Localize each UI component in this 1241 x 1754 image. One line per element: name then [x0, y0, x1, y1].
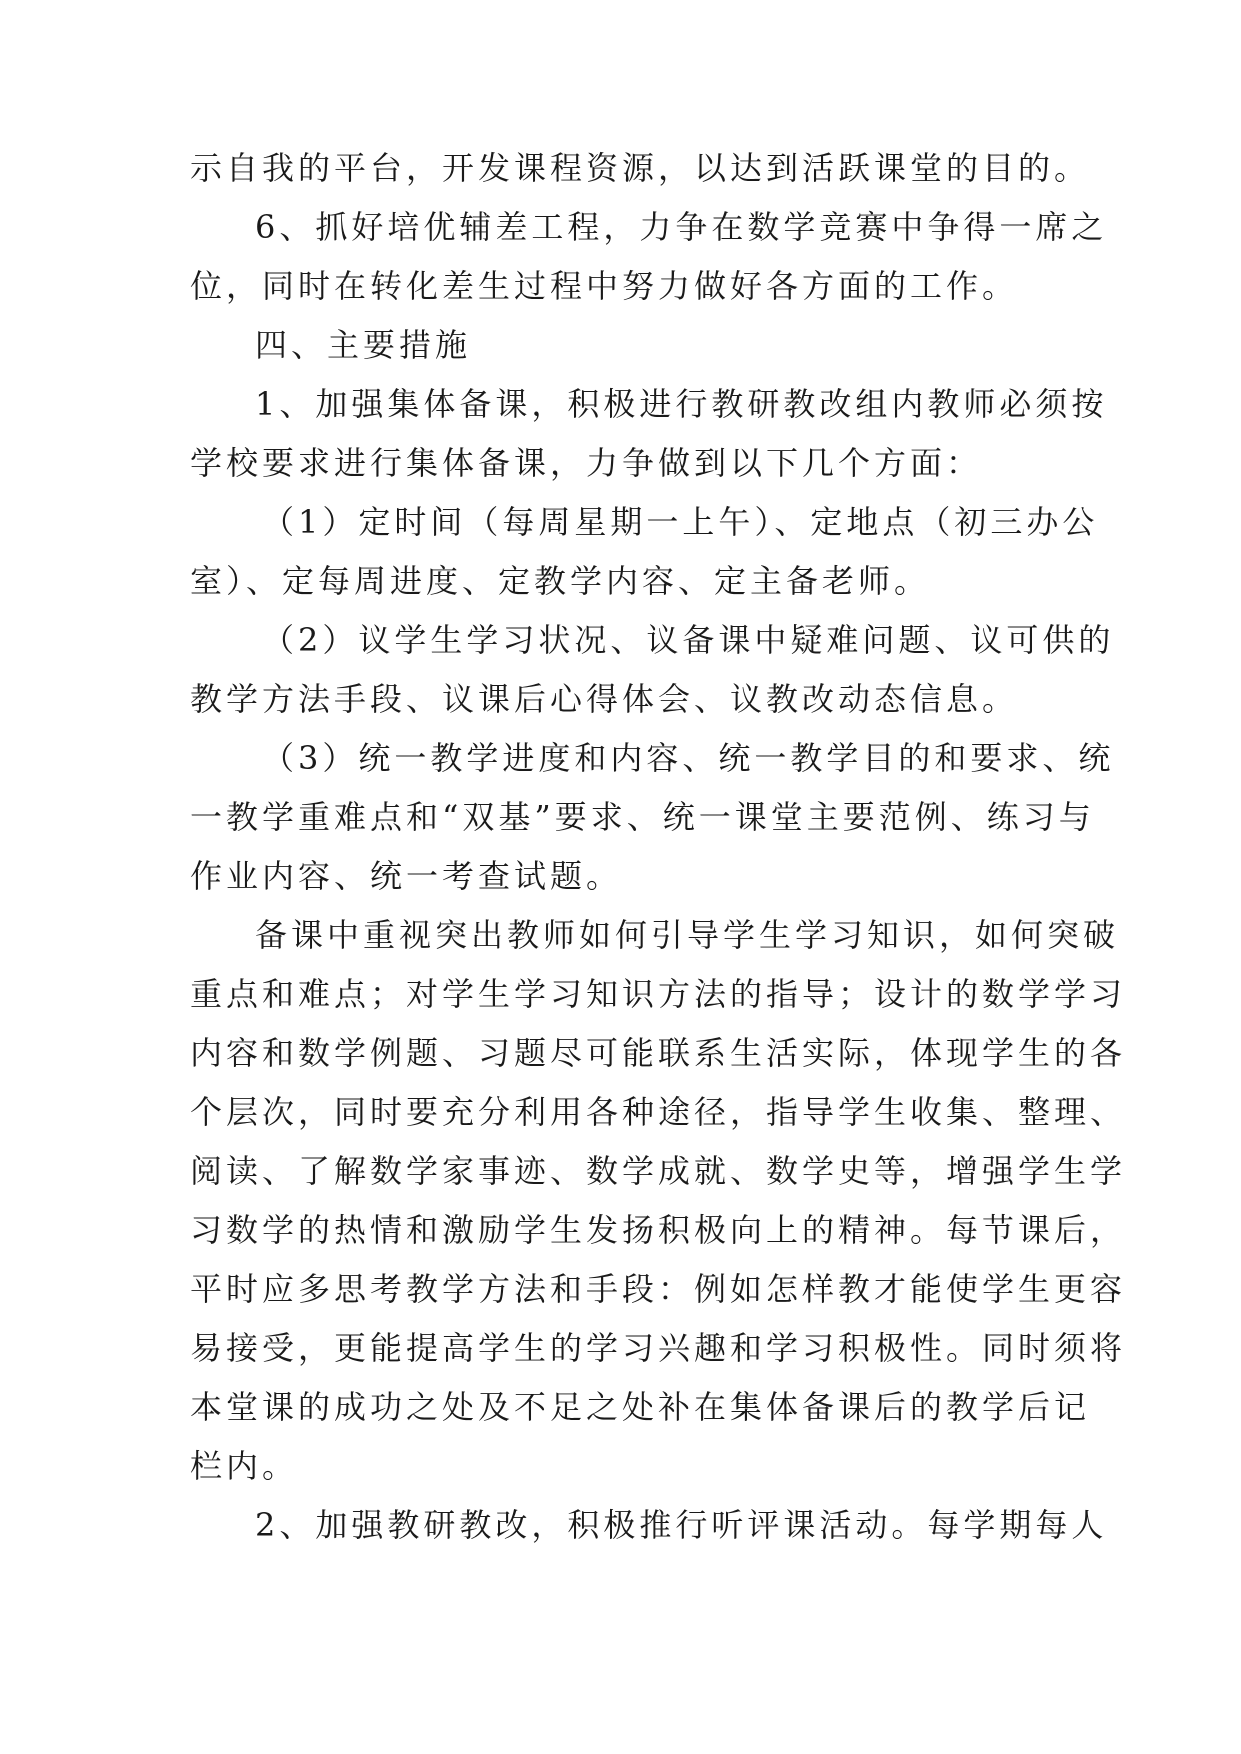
body-text-line: 内容和数学例题、习题尽可能联系生活实际，体现学生的各 — [190, 1034, 1127, 1072]
body-text-line: 2、加强教研教改，积极推行听评课活动。每学期每人 — [255, 1506, 1108, 1544]
body-text-line: 平时应多思考教学方法和手段：例如怎样教才能使学生更容 — [190, 1270, 1127, 1308]
body-text-line: （3）统一教学进度和内容、统一教学目的和要求、统 — [262, 739, 1115, 777]
body-text-line: 易接受，更能提高学生的学习兴趣和学习积极性。同时须将 — [190, 1329, 1127, 1367]
body-text-line: 室）、定每周进度、定教学内容、定主备老师。 — [190, 562, 931, 600]
body-text-line: 位，同时在转化差生过程中努力做好各方面的工作。 — [190, 267, 1019, 305]
body-text-line: 示自我的平台，开发课程资源，以达到活跃课堂的目的。 — [190, 149, 1091, 187]
body-text-line: 1、加强集体备课，积极进行教研教改组内教师必须按 — [255, 385, 1108, 423]
body-text-line: 重点和难点；对学生学习知识方法的指导；设计的数学学习 — [190, 975, 1127, 1013]
body-text-line: 学校要求进行集体备课，力争做到以下几个方面： — [190, 444, 983, 482]
body-text-line: 本堂课的成功之处及不足之处补在集体备课后的教学后记 — [190, 1388, 1091, 1426]
body-text-line: 阅读、了解数学家事迹、数学成就、数学史等，增强学生学 — [190, 1152, 1127, 1190]
body-text-line: （2）议学生学习状况、议备课中疑难问题、议可供的 — [262, 621, 1115, 659]
body-text-line: （1）定时间（每周星期一上午）、定地点（初三办公 — [262, 503, 1099, 541]
body-text-line: 栏内。 — [190, 1447, 299, 1485]
body-text-line: 6、抓好培优辅差工程，力争在数学竞赛中争得一席之 — [255, 208, 1108, 246]
body-text-line: 习数学的热情和激励学生发扬积极向上的精神。每节课后， — [190, 1211, 1127, 1249]
body-text-line: 教学方法手段、议课后心得体会、议教改动态信息。 — [190, 680, 1019, 718]
body-text-line: 备课中重视突出教师如何引导学生学习知识，如何突破 — [255, 916, 1120, 954]
body-text-line: 一教学重难点和“双基”要求、统一课堂主要范例、练习与 — [190, 798, 1095, 836]
body-text-line: 作业内容、统一考查试题。 — [190, 857, 623, 895]
section-heading: 四、主要措施 — [255, 326, 472, 364]
body-text-line: 个层次，同时要充分利用各种途径，指导学生收集、整理、 — [190, 1093, 1127, 1131]
